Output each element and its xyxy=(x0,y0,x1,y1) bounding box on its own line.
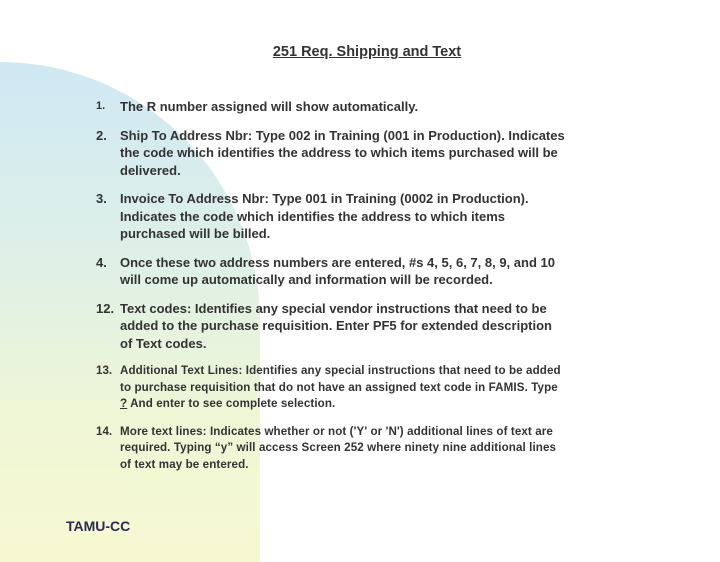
item-text: Text codes: Identifies any special vendor instructions that need to be added to the purchase requisition. Enter PF5 for extended description of Text codes. xyxy=(120,300,552,351)
item-number: 12. xyxy=(96,300,115,316)
page-title: 251 Req. Shipping and Text xyxy=(272,44,462,60)
item-text: More text lines: Indicates whether or not ('Y' or 'N') additional lines of text are required. Typing “y” will access Screen 252 where ninety nine additional lines of text may be entered. xyxy=(120,424,557,471)
list-item xyxy=(96,300,566,353)
item-text: Invoice To Address Nbr: Type 001 in Training (0002 in Production). Indicates the code which identifies the address to which items purchased will be billed. xyxy=(120,191,529,241)
list-item xyxy=(96,127,566,180)
list-item xyxy=(96,363,566,413)
item-text-part: And enter to see complete selection. xyxy=(127,397,336,410)
item-number: 3. xyxy=(96,191,107,206)
instruction-list xyxy=(96,98,566,484)
list-item xyxy=(96,190,566,243)
item-text xyxy=(120,363,566,413)
question-mark-code: ? xyxy=(120,397,128,410)
item-number: 2. xyxy=(96,127,107,143)
list-item xyxy=(96,254,566,289)
item-text-part: Additional Text Lines: Identifies any special instructions that need to be added to purchase requisition that do not have an assigned text code in FAMIS. Type xyxy=(120,364,561,394)
item-text: The R number assigned will show automatically. xyxy=(120,99,419,114)
item-text: Ship To Address Nbr: Type 002 in Training (001 in Production). Indicates the code which identifies the address to which items purchased will be delivered. xyxy=(120,127,565,178)
footer-label: TAMU-CC xyxy=(66,518,131,534)
item-number: 4. xyxy=(96,254,107,270)
list-item xyxy=(96,98,566,116)
item-number: 1. xyxy=(96,100,106,112)
item-text: Once these two address numbers are entered, #s 4, 5, 6, 7, 8, 9, and 10 will come up automatically and information will be recorded. xyxy=(120,254,555,287)
item-number: 13. xyxy=(96,364,113,377)
list-item xyxy=(96,424,566,474)
item-number: 14. xyxy=(96,424,113,438)
